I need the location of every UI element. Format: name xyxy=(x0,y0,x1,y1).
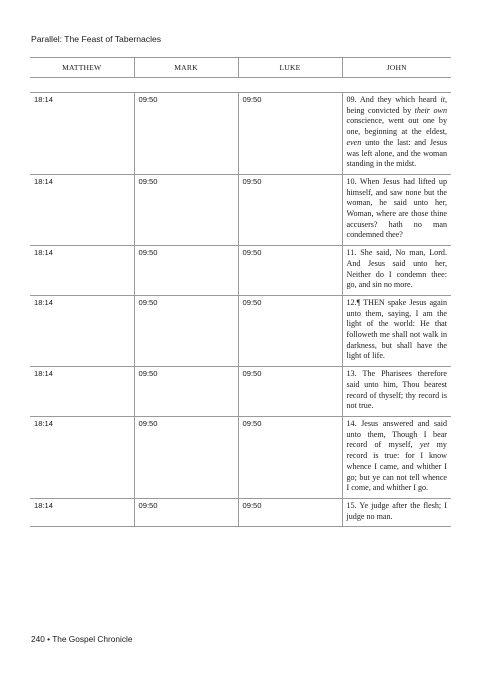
luke-ref: 09:50 xyxy=(238,174,342,245)
john-verse: 12.¶ THEN spake Jesus again unto them, saying, I am the light of the world: He that followeth me shall not walk in darkness, but shall have the light of life. xyxy=(342,295,451,366)
john-verse: 10. When Jesus had lifted up himself, and saw none but the woman, he said unto her, Woman, where are those thine accusers? hath no man condemned thee? xyxy=(342,174,451,245)
luke-ref: 09:50 xyxy=(238,246,342,296)
column-header-matthew: MATTHEW xyxy=(30,58,134,78)
luke-ref: 09:50 xyxy=(238,416,342,498)
matthew-ref: 18:14 xyxy=(30,174,134,245)
page-header: Parallel: The Feast of Tabernacles xyxy=(31,34,162,44)
verse-row xyxy=(30,246,451,296)
matthew-ref: 18:14 xyxy=(30,93,134,175)
verse-row xyxy=(30,416,451,498)
matthew-ref: 18:14 xyxy=(30,295,134,366)
luke-ref: 09:50 xyxy=(238,367,342,417)
column-header-mark: MARK xyxy=(134,58,238,78)
column-header-luke: LUKE xyxy=(238,58,342,78)
column-header-row xyxy=(30,58,451,78)
matthew-ref: 18:14 xyxy=(30,367,134,417)
verse-row xyxy=(30,498,451,526)
verse-row xyxy=(30,367,451,417)
column-header-john: JOHN xyxy=(342,58,451,78)
mark-ref: 09:50 xyxy=(134,498,238,526)
mark-ref: 09:50 xyxy=(134,246,238,296)
page-footer: 240 • The Gospel Chronicle xyxy=(31,634,133,644)
mark-ref: 09:50 xyxy=(134,174,238,245)
mark-ref: 09:50 xyxy=(134,367,238,417)
matthew-ref: 18:14 xyxy=(30,246,134,296)
parallel-table xyxy=(30,57,451,527)
john-verse: 13. The Pharisees therefore said unto him, Thou bearest record of thyself; thy record is not true. xyxy=(342,367,451,417)
matthew-ref: 18:14 xyxy=(30,498,134,526)
mark-ref: 09:50 xyxy=(134,295,238,366)
verse-row xyxy=(30,174,451,245)
matthew-ref: 18:14 xyxy=(30,416,134,498)
luke-ref: 09:50 xyxy=(238,295,342,366)
mark-ref: 09:50 xyxy=(134,416,238,498)
john-verse: 09. And they which heard it, being convicted by their own conscience, went out one by one, beginning at the eldest, even unto the last: and Jesus was left alone, and the woman standing in the midst. xyxy=(342,93,451,175)
header-spacer xyxy=(30,78,451,93)
luke-ref: 09:50 xyxy=(238,498,342,526)
john-verse: 14. Jesus answered and said unto them, Though I bear record of myself, yet my record is true: for I know whence I came, and whither I go; but ye can not tell whence I come, and whither I go. xyxy=(342,416,451,498)
verse-row xyxy=(30,93,451,175)
mark-ref: 09:50 xyxy=(134,93,238,175)
verse-row xyxy=(30,295,451,366)
john-verse: 11. She said, No man, Lord. And Jesus said unto her, Neither do I condemn thee: go, and sin no more. xyxy=(342,246,451,296)
luke-ref: 09:50 xyxy=(238,93,342,175)
john-verse: 15. Ye judge after the flesh; I judge no man. xyxy=(342,498,451,526)
